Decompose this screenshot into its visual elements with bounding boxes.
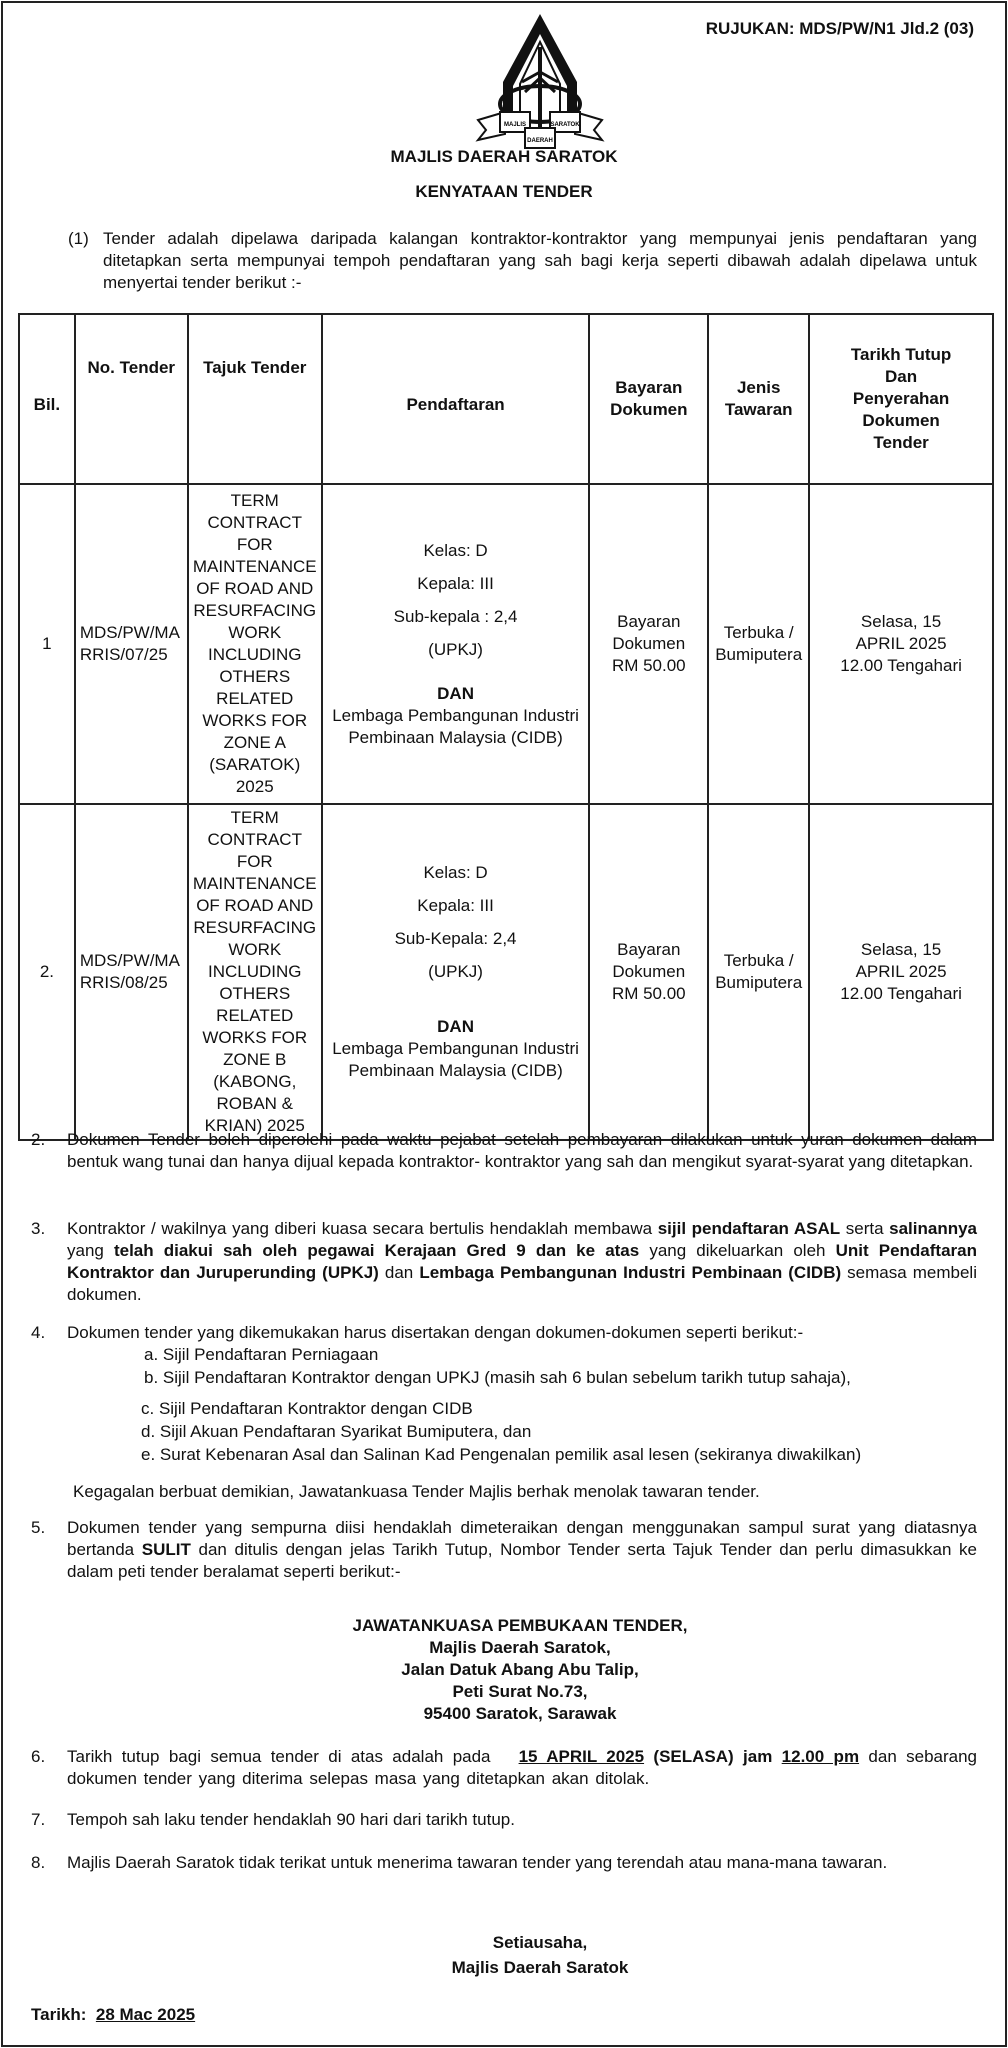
cell-bil: 2. <box>19 804 75 1140</box>
sub-kepala: Sub-Kepala: 2,4 <box>394 929 517 948</box>
bold-text: salinannya <box>889 1219 978 1238</box>
svg-text:MAJLIS: MAJLIS <box>503 122 527 128</box>
cidb: Lembaga Pembangunan Industri Pembinaan Malaysia (CIDB) <box>332 705 579 747</box>
header-tajuk-tender: Tajuk Tender <box>188 314 322 484</box>
list-item: b. Sijil Pendaftaran Kontraktor dengan UPKJ (masih sah 6 bulan sebelum tarikh tutup sahaja), <box>144 1368 851 1387</box>
intro-text: Tender adalah dipelawa daripada kalangan kontraktor-kontraktor yang mempunyai jenis pendaftaran yang ditetapkan serta mempunyai tempoh pendaftaran yang sah bagi kerja seperti dibawah adalah dipelawa untuk menyertai tender berikut :- <box>103 229 977 292</box>
list-item: e. Surat Kebenaran Asal dan Salinan Kad Pengenalan pemilik asal lesen (sekiranya diwakilkan) <box>141 1445 862 1464</box>
cell-pendaftaran <box>322 804 590 1140</box>
text: yang dikeluarkan oleh <box>639 1241 836 1260</box>
cell-no-tender: MDS/PW/MA RRIS/08/25 <box>75 804 188 1140</box>
svg-text:SARATOK: SARATOK <box>550 122 580 128</box>
address-line: Peti Surat No.73, <box>452 1682 588 1701</box>
header-bil: Bil. <box>19 314 75 484</box>
bold-text: telah diakui sah oleh pegawai Kerajaan Gred 9 dan ke atas <box>113 1241 640 1260</box>
address-line: Jalan Datuk Abang Abu Talip, <box>401 1660 639 1679</box>
text: semasa membeli dokumen. <box>67 1263 977 1304</box>
kelas: Kelas: D <box>423 863 488 882</box>
text: Kontraktor / wakilnya yang diberi kuasa secara bertulis hendaklah membawa <box>67 1219 658 1238</box>
header-pendaftaran: Pendaftaran <box>322 314 590 484</box>
bold-text: sijil pendaftaran ASAL <box>657 1219 841 1238</box>
cell-jenis: Terbuka / Bumiputera <box>708 804 809 1140</box>
address-block <box>0 1615 1008 1725</box>
p8-number: 8. <box>31 1853 46 1872</box>
upkj: (UPKJ) <box>428 639 483 659</box>
cell-jenis: Terbuka / Bumiputera <box>708 484 809 804</box>
intro-number: (1) <box>68 229 89 248</box>
header-bayaran-dokumen: Bayaran Dokumen <box>589 314 708 484</box>
bold-text: SULIT <box>141 1540 191 1559</box>
text: serta <box>840 1219 890 1238</box>
address-line: Majlis Daerah Saratok, <box>429 1638 611 1657</box>
text: Tarikh tutup bagi semua tender di atas adalah pada <box>67 1747 500 1766</box>
tender-table <box>18 313 994 1141</box>
date-label: Tarikh: <box>31 2005 87 2024</box>
p3-number: 3. <box>31 1219 46 1238</box>
page-title: KENYATAAN TENDER <box>415 182 593 201</box>
cell-no-tender: MDS/PW/MA RRIS/07/25 <box>75 484 188 804</box>
list-item: d. Sijil Akuan Pendaftaran Syarikat Bumiputera, dan <box>141 1422 532 1441</box>
dan: DAN <box>437 683 474 703</box>
organization-name: MAJLIS DAERAH SARATOK <box>390 147 618 166</box>
closing-time: 12.00 pm <box>781 1747 860 1766</box>
date-line <box>31 2004 195 2026</box>
reference-number: RUJUKAN: MDS/PW/N1 Jld.2 (03) <box>705 19 974 38</box>
cell-bil: 1 <box>19 484 75 804</box>
bold-text: (SELASA) jam <box>644 1747 782 1766</box>
cell-tarikh: Selasa, 15 APRIL 2025 12.00 Tengahari <box>809 804 993 1140</box>
dan: DAN <box>437 1017 474 1036</box>
cell-tarikh: Selasa, 15 APRIL 2025 12.00 Tengahari <box>809 484 993 804</box>
header-no-tender: No. Tender <box>75 314 188 484</box>
bold-text: Unit Pendaftaran Kontraktor dan Juruperunding (UPKJ) <box>67 1241 977 1282</box>
text: dan ditulis dengan jelas Tarikh Tutup, Nombor Tender serta Tajuk Tender dan perlu dimasukkan ke dalam peti tender beralamat seperti berikut:- <box>67 1540 977 1581</box>
p4-note: Kegagalan berbuat demikian, Jawatankuasa Tender Majlis berhak menolak tawaran tender. <box>73 1482 760 1501</box>
list-item: c. Sijil Pendaftaran Kontraktor dengan CIDB <box>141 1399 473 1418</box>
address-line: JAWATANKUASA PEMBUKAAN TENDER, <box>352 1616 688 1635</box>
table-row <box>19 484 993 804</box>
text: Dokumen tender yang sempurna diisi hendaklah dimeteraikan dengan menggunakan sampul surat yang diatasnya bertanda <box>67 1518 977 1559</box>
bold-text: Lembaga Pembangunan Industri Pembinaan (CIDB) <box>419 1263 842 1282</box>
kepala: Kepala: III <box>417 896 494 915</box>
signature-org: Majlis Daerah Saratok <box>451 1958 629 1977</box>
closing-date: 15 APRIL 2025 <box>518 1747 645 1766</box>
council-logo <box>470 12 610 154</box>
p5-number: 5. <box>31 1518 46 1537</box>
sub-kepala: Sub-kepala : 2,4 <box>393 606 518 626</box>
table-header-row <box>19 314 993 484</box>
cell-bayaran: Bayaran Dokumen RM 50.00 <box>589 804 708 1140</box>
cell-tajuk: TERM CONTRACT FOR MAINTENANCE OF ROAD AND RESURFACING WORK INCLUDING OTHERS RELATED WORKS FOR ZONE B (KABONG, ROBAN & KRIAN) 2025 <box>188 804 322 1140</box>
p8-text: Majlis Daerah Saratok tidak terikat untuk menerima tawaran tender yang terendah atau mana-mana tawaran. <box>67 1853 888 1872</box>
kelas: Kelas: D <box>423 540 488 560</box>
cell-pendaftaran <box>322 484 590 804</box>
p3-text <box>67 1218 977 1306</box>
p2-text: Dokumen Tender boleh diperolehi pada waktu pejabat setelah pembayaran dilakukan untuk yuran dokumen dalam bentuk wang tunai dan hanya dijual kepada kontraktor- kontraktor yang sah dan mengikut syarat-syarat yang ditetapkan. <box>67 1130 977 1171</box>
cell-tajuk: TERM CONTRACT FOR MAINTENANCE OF ROAD AND RESURFACING WORK INCLUDING OTHERS RELATED WORKS FOR ZONE A (SARATOK) 2025 <box>188 484 322 804</box>
p7-text: Tempoh sah laku tender hendaklah 90 hari dari tarikh tutup. <box>67 1810 515 1829</box>
kepala: Kepala: III <box>417 573 494 593</box>
p4-number: 4. <box>31 1323 46 1342</box>
text: yang <box>67 1241 114 1260</box>
cell-bayaran: Bayaran Dokumen RM 50.00 <box>589 484 708 804</box>
date-value: 28 Mac 2025 <box>95 2005 196 2024</box>
p6-number: 6. <box>31 1747 46 1766</box>
p4-text: Dokumen tender yang dikemukakan harus disertakan dengan dokumen-dokumen seperti berikut:- <box>67 1323 804 1342</box>
table-row <box>19 804 993 1140</box>
p2-number: 2. <box>31 1130 46 1149</box>
p5-text <box>67 1517 977 1583</box>
p6-text <box>67 1746 977 1790</box>
p7-number: 7. <box>31 1810 46 1829</box>
signature-title: Setiausaha, <box>492 1933 588 1952</box>
header-tarikh-tutup: Tarikh Tutup Dan Penyerahan Dokumen Tender <box>809 314 993 484</box>
svg-text:DAERAH: DAERAH <box>527 138 553 144</box>
list-item: a. Sijil Pendaftaran Perniagaan <box>144 1345 379 1364</box>
header-jenis-tawaran: Jenis Tawaran <box>708 314 809 484</box>
text: dan sebarang dokumen tender yang diterima selepas masa yang ditetapkan akan ditolak. <box>67 1747 978 1788</box>
address-line: 95400 Saratok, Sarawak <box>423 1704 617 1723</box>
cidb: Lembaga Pembangunan Industri Pembinaan Malaysia (CIDB) <box>332 1039 579 1080</box>
text: dan <box>378 1263 420 1282</box>
upkj: (UPKJ) <box>428 962 483 981</box>
